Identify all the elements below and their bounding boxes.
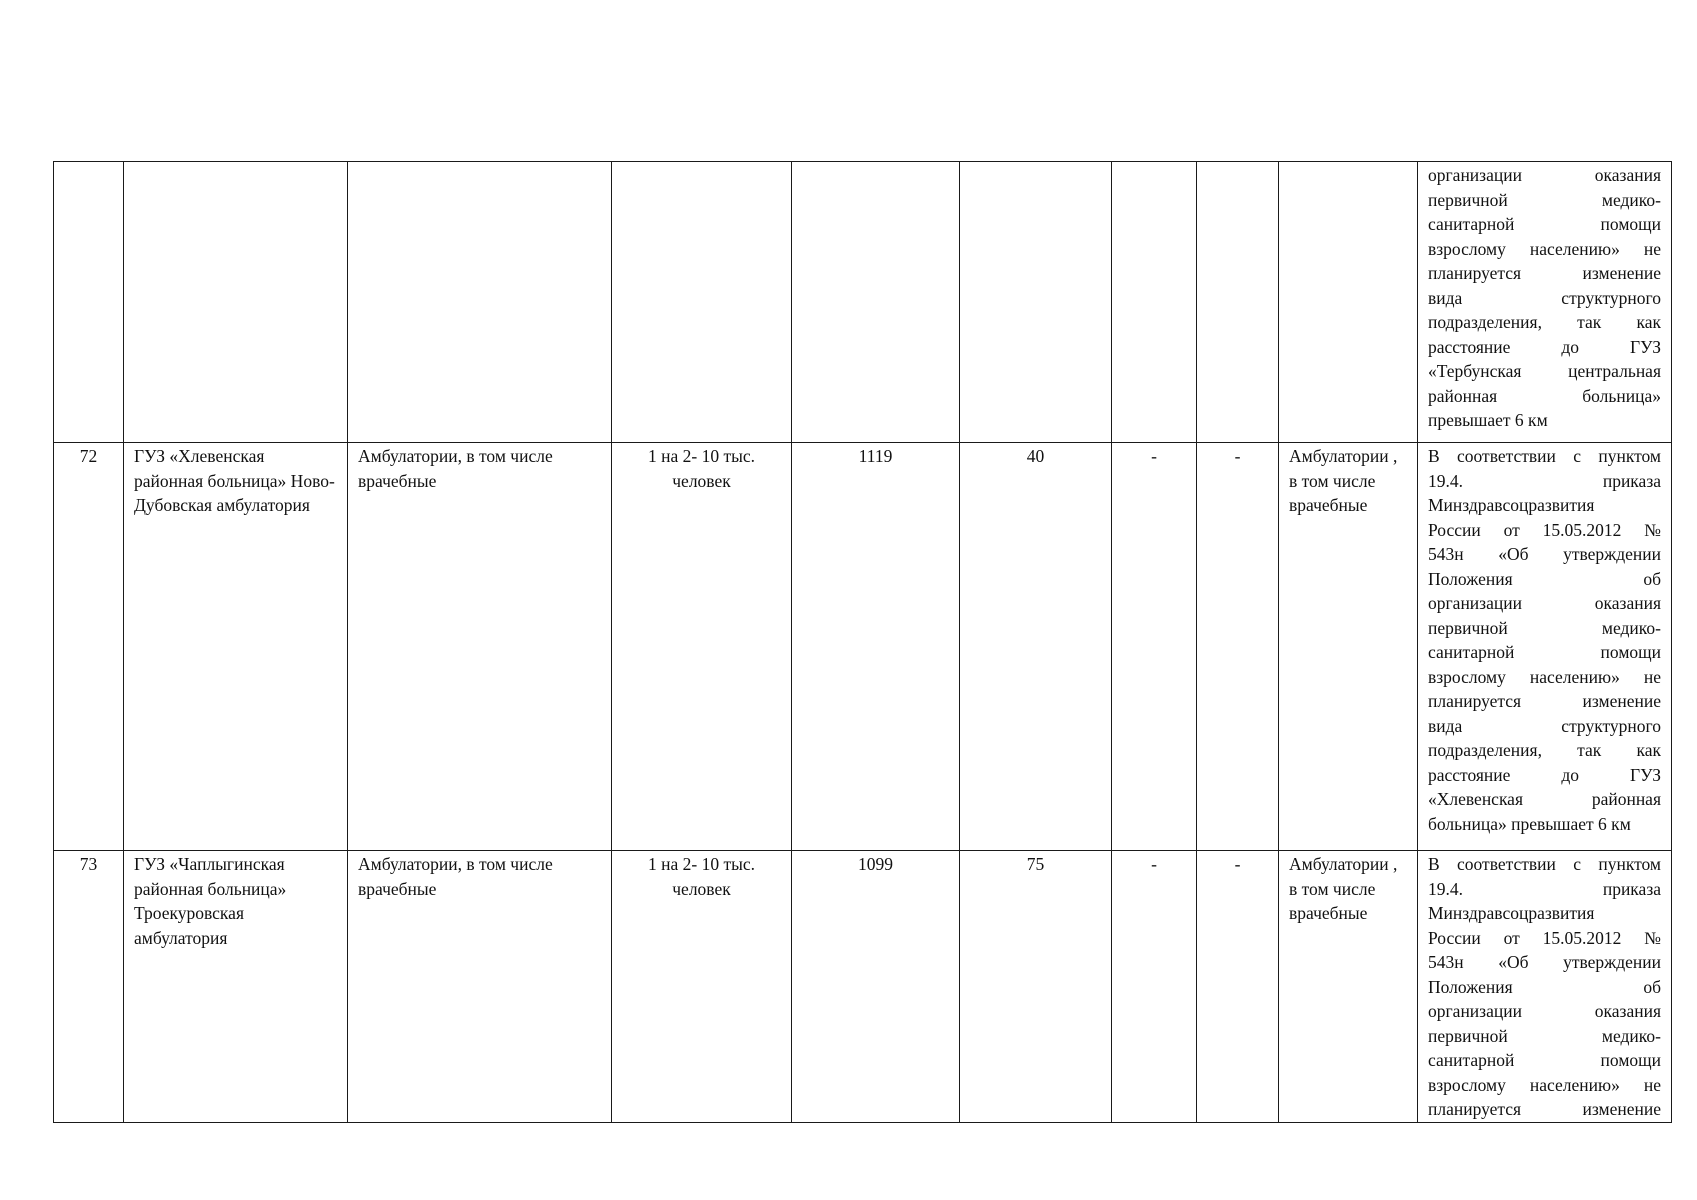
note-line: вида структурного [1428,715,1661,736]
cell-type: Амбулатории, в том числе врачебные [348,851,612,1123]
cell-note [1418,851,1672,1123]
note-line: организации оказания [1428,1001,1661,1021]
cell-population [792,162,960,443]
note-line: взрослому населению» не [1428,666,1661,687]
cell-population: 1119 [792,443,960,851]
cell-col8: - [1197,851,1279,1123]
note-line: России от 15.05.2012 № [1428,927,1661,948]
note-line: 19.4. приказа [1428,878,1661,899]
cell-norm: 1 на 2- 10 тыс. человек [612,443,792,851]
cell-note [1418,443,1672,851]
note-line: России от 15.05.2012 № [1428,519,1661,540]
cell-planned-type [1279,162,1418,443]
note-line: подразделения, так как [1428,312,1661,332]
cell-distance [960,162,1112,443]
cell-col8: - [1197,443,1279,851]
cell-planned-type: Амбулатории , в том числе врачебные [1279,851,1418,1123]
note-line: организации оказания [1428,165,1661,185]
note-line: Минздравсоцразвития [1428,903,1595,923]
note-line: подразделения, так как [1428,740,1661,760]
cell-type [348,162,612,443]
note-line: организации оказания [1428,593,1661,613]
note-line: Положения об [1428,568,1661,589]
note-line: 19.4. приказа [1428,470,1661,491]
note-line: расстояние до ГУЗ [1428,336,1661,357]
cell-col7: - [1112,443,1197,851]
cell-population: 1099 [792,851,960,1123]
note-line: В соответствии с пунктом [1428,854,1661,874]
note-line: 543н «Об утверждении [1428,952,1661,972]
note-line: санитарной помощи [1428,1050,1661,1070]
cell-type: Амбулатории, в том числе врачебные [348,443,612,851]
note-line: «Тербунская центральная [1428,361,1661,381]
note-line: взрослому населению» не [1428,238,1661,259]
cell-distance: 75 [960,851,1112,1123]
note-line: Положения об [1428,976,1661,997]
note-line: расстояние до ГУЗ [1428,764,1661,785]
note-line: первичной медико- [1428,189,1661,210]
cell-planned-type: Амбулатории , в том числе врачебные [1279,443,1418,851]
note-line: «Хлевенская районная [1428,789,1661,809]
note-line: Минздравсоцразвития [1428,495,1595,515]
cell-organization: ГУЗ «Хлевенская районная больница» Ново-Дубовская амбулатория [124,443,348,851]
cell-col7 [1112,162,1197,443]
cell-num [54,162,124,443]
note-line: В соответствии с пунктом [1428,446,1661,466]
cell-norm [612,162,792,443]
note-line: 543н «Об утверждении [1428,544,1661,564]
note-line: вида структурного [1428,287,1661,308]
note-line: планируется изменение [1428,1099,1661,1119]
note-line: первичной медико- [1428,617,1661,638]
table-row-continued [54,162,1672,443]
note-line: превышает 6 км [1428,410,1548,430]
document-table [53,161,1672,1123]
cell-note [1418,162,1672,443]
note-line: планируется изменение [1428,263,1661,283]
note-line: планируется изменение [1428,691,1661,711]
cell-col8 [1197,162,1279,443]
note-line: взрослому населению» не [1428,1074,1661,1095]
note-line: районная больница» [1428,385,1661,406]
note-line: первичной медико- [1428,1025,1661,1046]
table-row-73 [54,851,1672,1123]
cell-norm: 1 на 2- 10 тыс. человек [612,851,792,1123]
cell-col7: - [1112,851,1197,1123]
cell-num: 73 [54,851,124,1123]
cell-num: 72 [54,443,124,851]
table-row-72 [54,443,1672,851]
note-line: санитарной помощи [1428,642,1661,662]
note-line: санитарной помощи [1428,214,1661,234]
cell-organization: ГУЗ «Чаплыгинская районная больница» Троекуровская амбулатория [124,851,348,1123]
note-line: больница» превышает 6 км [1428,813,1631,834]
cell-distance: 40 [960,443,1112,851]
cell-organization [124,162,348,443]
